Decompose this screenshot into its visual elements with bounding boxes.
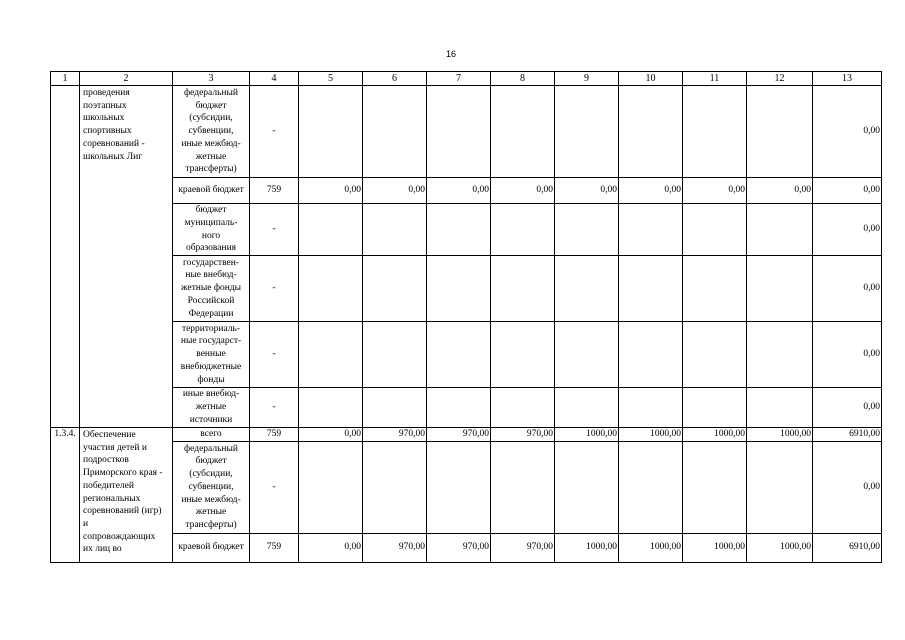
- amount-cell: [363, 86, 427, 178]
- budget-code-cell: -: [250, 204, 299, 256]
- budget-code-cell: 759: [250, 178, 299, 204]
- item-name: Обеспечение участия детей и подростков Приморского края - победителей региональных соревнований (игр) и сопровождающих их лиц во: [80, 428, 173, 563]
- amount-cell: [299, 204, 363, 256]
- funding-source: федеральный бюджет (субсидии, субвенции, иные межбюд- жетные трансферты): [173, 86, 250, 178]
- column-header: 4: [250, 72, 299, 86]
- amount-cell: [299, 256, 363, 322]
- amount-cell: 1000,00: [555, 428, 619, 442]
- amount-cell: [299, 388, 363, 428]
- amount-cell: 0,00: [299, 428, 363, 442]
- column-header: 11: [683, 72, 747, 86]
- amount-cell: [747, 441, 813, 533]
- amount-cell: 0,00: [299, 533, 363, 562]
- amount-cell: [683, 322, 747, 388]
- amount-cell: 1000,00: [555, 533, 619, 562]
- column-header: 7: [427, 72, 491, 86]
- amount-cell: [555, 86, 619, 178]
- amount-cell: [619, 322, 683, 388]
- table-row: [51, 441, 882, 533]
- amount-cell: [491, 256, 555, 322]
- amount-cell: [555, 256, 619, 322]
- column-header: 13: [813, 72, 882, 86]
- amount-cell: [427, 204, 491, 256]
- amount-cell: [299, 322, 363, 388]
- table-row: [51, 428, 882, 442]
- amount-cell: [363, 256, 427, 322]
- amount-cell: [299, 86, 363, 178]
- funding-source: всего: [173, 428, 250, 442]
- amount-cell: 1000,00: [683, 428, 747, 442]
- table-row: [51, 178, 882, 204]
- amount-cell: [619, 441, 683, 533]
- amount-cell: 0,00: [813, 86, 882, 178]
- amount-cell: 6910,00: [813, 428, 882, 442]
- amount-cell: [747, 256, 813, 322]
- amount-cell: [427, 256, 491, 322]
- table-row: [51, 86, 882, 178]
- amount-cell: [747, 204, 813, 256]
- amount-cell: [555, 204, 619, 256]
- item-name: проведения поэтапных школьных спортивных соревнований - школьных Лиг: [80, 86, 173, 428]
- amount-cell: 1000,00: [747, 428, 813, 442]
- amount-cell: 0,00: [619, 178, 683, 204]
- amount-cell: 0,00: [813, 178, 882, 204]
- amount-cell: 0,00: [813, 441, 882, 533]
- amount-cell: [363, 204, 427, 256]
- amount-cell: [491, 388, 555, 428]
- amount-cell: [491, 204, 555, 256]
- amount-cell: [363, 388, 427, 428]
- amount-cell: [619, 86, 683, 178]
- amount-cell: 0,00: [813, 204, 882, 256]
- funding-source: государствен- ные внебюд- жетные фонды Российской Федерации: [173, 256, 250, 322]
- amount-cell: 0,00: [299, 178, 363, 204]
- amount-cell: [619, 388, 683, 428]
- amount-cell: [747, 388, 813, 428]
- budget-code-cell: -: [250, 441, 299, 533]
- amount-cell: [363, 322, 427, 388]
- amount-cell: 6910,00: [813, 533, 882, 562]
- funding-source: краевой бюджет: [173, 533, 250, 562]
- amount-cell: 970,00: [363, 533, 427, 562]
- funding-source: бюджет муниципаль- ного образования: [173, 204, 250, 256]
- item-code: [51, 86, 80, 428]
- table-row: [51, 388, 882, 428]
- amount-cell: [619, 204, 683, 256]
- funding-source: территориаль- ные государст- венные внебюджетные фонды: [173, 322, 250, 388]
- amount-cell: [491, 86, 555, 178]
- column-header: 2: [80, 72, 173, 86]
- budget-code-cell: -: [250, 322, 299, 388]
- item-code: 1.3.4.: [51, 428, 80, 563]
- amount-cell: 0,00: [813, 388, 882, 428]
- column-header: 10: [619, 72, 683, 86]
- table-row: [51, 204, 882, 256]
- amount-cell: [555, 388, 619, 428]
- amount-cell: [427, 441, 491, 533]
- amount-cell: [747, 86, 813, 178]
- amount-cell: 0,00: [363, 178, 427, 204]
- table-row: [51, 533, 882, 562]
- amount-cell: 0,00: [683, 178, 747, 204]
- amount-cell: 0,00: [491, 178, 555, 204]
- amount-cell: [427, 388, 491, 428]
- amount-cell: 1000,00: [683, 533, 747, 562]
- amount-cell: [555, 441, 619, 533]
- amount-cell: 0,00: [747, 178, 813, 204]
- header-row: [51, 72, 882, 86]
- amount-cell: [427, 322, 491, 388]
- amount-cell: 970,00: [491, 428, 555, 442]
- table-row: [51, 322, 882, 388]
- amount-cell: 1000,00: [619, 533, 683, 562]
- funding-source: федеральный бюджет (субсидии, субвенции, иные межбюд- жетные трансферты): [173, 441, 250, 533]
- amount-cell: [299, 441, 363, 533]
- amount-cell: 1000,00: [619, 428, 683, 442]
- amount-cell: [427, 86, 491, 178]
- amount-cell: 0,00: [813, 256, 882, 322]
- amount-cell: [491, 322, 555, 388]
- funding-source: иные внебюд- жетные источники: [173, 388, 250, 428]
- column-header: 6: [363, 72, 427, 86]
- column-header: 1: [51, 72, 80, 86]
- budget-code-cell: -: [250, 388, 299, 428]
- funding-source: краевой бюджет: [173, 178, 250, 204]
- table-row: [51, 256, 882, 322]
- amount-cell: 970,00: [363, 428, 427, 442]
- amount-cell: [491, 441, 555, 533]
- amount-cell: [683, 388, 747, 428]
- column-header: 9: [555, 72, 619, 86]
- budget-code-cell: -: [250, 86, 299, 178]
- amount-cell: 0,00: [427, 178, 491, 204]
- amount-cell: 970,00: [427, 533, 491, 562]
- amount-cell: [683, 441, 747, 533]
- amount-cell: [363, 441, 427, 533]
- amount-cell: [683, 256, 747, 322]
- amount-cell: [683, 86, 747, 178]
- budget-table: [50, 71, 882, 563]
- column-header: 8: [491, 72, 555, 86]
- amount-cell: 970,00: [427, 428, 491, 442]
- column-header: 12: [747, 72, 813, 86]
- amount-cell: [747, 322, 813, 388]
- page-number: 16: [446, 49, 457, 59]
- amount-cell: 0,00: [813, 322, 882, 388]
- amount-cell: 0,00: [555, 178, 619, 204]
- budget-code-cell: -: [250, 256, 299, 322]
- amount-cell: 1000,00: [747, 533, 813, 562]
- amount-cell: [619, 256, 683, 322]
- budget-code-cell: 759: [250, 533, 299, 562]
- column-header: 5: [299, 72, 363, 86]
- amount-cell: 970,00: [491, 533, 555, 562]
- column-header: 3: [173, 72, 250, 86]
- budget-code-cell: 759: [250, 428, 299, 442]
- amount-cell: [555, 322, 619, 388]
- amount-cell: [683, 204, 747, 256]
